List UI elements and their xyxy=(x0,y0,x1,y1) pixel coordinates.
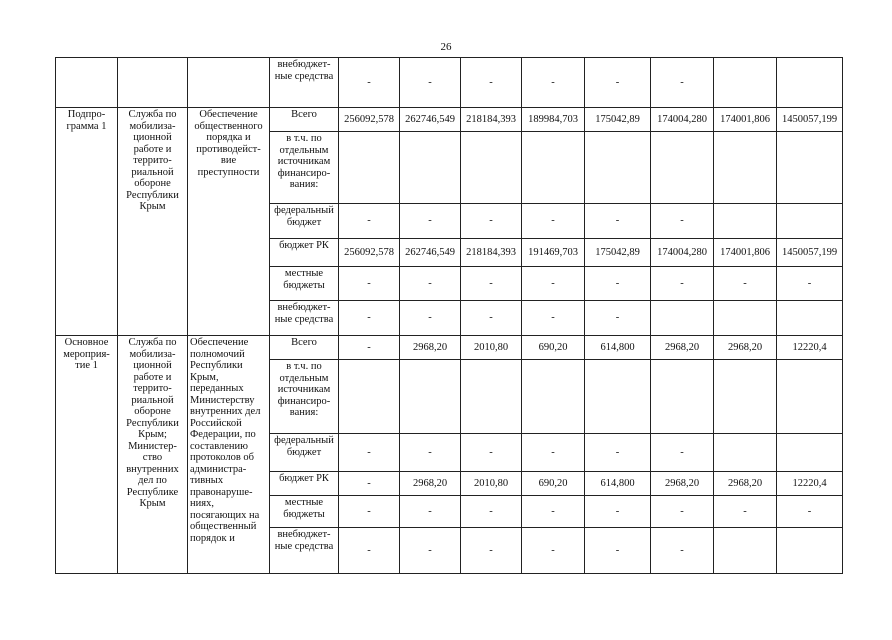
value-cell xyxy=(714,528,777,574)
budget-table xyxy=(55,57,843,574)
value-cell: - xyxy=(777,267,843,301)
value-cell: 2968,20 xyxy=(400,336,461,360)
value-cell xyxy=(585,360,651,434)
value-cell: - xyxy=(400,267,461,301)
source-label: местные бюджеты xyxy=(270,496,339,528)
value-cell xyxy=(522,132,585,204)
value-cell: - xyxy=(400,204,461,239)
source-label: внебюджет- ные средства xyxy=(270,301,339,336)
value-cell: 218184,393 xyxy=(461,239,522,267)
value-cell: - xyxy=(339,528,400,574)
value-cell: - xyxy=(339,336,400,360)
value-cell xyxy=(522,360,585,434)
value-cell: - xyxy=(339,472,400,496)
value-cell xyxy=(777,132,843,204)
value-cell: - xyxy=(339,496,400,528)
source-label: внебюджет- ные средства xyxy=(270,528,339,574)
value-cell xyxy=(400,360,461,434)
value-cell xyxy=(339,132,400,204)
source-label: Всего xyxy=(270,336,339,360)
value-cell xyxy=(777,58,843,108)
value-cell xyxy=(777,528,843,574)
value-cell xyxy=(461,360,522,434)
value-cell: - xyxy=(461,496,522,528)
value-cell: - xyxy=(522,496,585,528)
value-cell: - xyxy=(777,496,843,528)
value-cell: - xyxy=(522,267,585,301)
source-label: бюджет РК xyxy=(270,239,339,267)
value-cell: - xyxy=(339,58,400,108)
value-cell: - xyxy=(400,58,461,108)
value-cell: 2968,20 xyxy=(714,336,777,360)
value-cell: 174004,280 xyxy=(651,239,714,267)
value-cell xyxy=(777,360,843,434)
value-cell: - xyxy=(339,267,400,301)
activity-status: Основное мероприя- тие 1 xyxy=(56,336,118,574)
value-cell: - xyxy=(714,496,777,528)
value-cell: 2968,20 xyxy=(651,336,714,360)
value-cell xyxy=(651,132,714,204)
activity-name: Обеспечение полномочий Республики Крым, переданных Министерству внутренних дел Российской Федерации, по составлению протоколов об администра- тивных правонаруше- ниях, посягающих на общественный порядок и xyxy=(188,336,270,574)
source-label: в т.ч. по отдельным источникам финансиро- вания: xyxy=(270,360,339,434)
status-cell xyxy=(56,58,118,108)
value-cell: - xyxy=(522,434,585,472)
value-cell: 2968,20 xyxy=(651,472,714,496)
value-cell: - xyxy=(585,204,651,239)
activity-executor: Служба по мобилиза- ционной работе и террито- риальной обороне Республики Крым; Министер- ство внутренних дел по Республике Крым xyxy=(118,336,188,574)
value-cell: 218184,393 xyxy=(461,108,522,132)
value-cell xyxy=(714,204,777,239)
value-cell: 191469,703 xyxy=(522,239,585,267)
source-label: федеральный бюджет xyxy=(270,434,339,472)
value-cell: - xyxy=(585,301,651,336)
value-cell: 256092,578 xyxy=(339,239,400,267)
value-cell: 2010,80 xyxy=(461,472,522,496)
value-cell: 12220,4 xyxy=(777,336,843,360)
value-cell: - xyxy=(585,434,651,472)
value-cell: - xyxy=(461,58,522,108)
source-label: внебюджет- ные средства xyxy=(270,58,339,108)
value-cell xyxy=(777,301,843,336)
value-cell: - xyxy=(651,496,714,528)
value-cell: - xyxy=(400,528,461,574)
value-cell: 175042,89 xyxy=(585,108,651,132)
table-row xyxy=(56,108,843,132)
value-cell: - xyxy=(651,204,714,239)
value-cell xyxy=(714,132,777,204)
value-cell: - xyxy=(461,528,522,574)
table-row xyxy=(56,58,843,108)
value-cell: 189984,703 xyxy=(522,108,585,132)
value-cell: 614,800 xyxy=(585,472,651,496)
value-cell: - xyxy=(522,58,585,108)
value-cell: 174001,806 xyxy=(714,108,777,132)
value-cell: - xyxy=(651,434,714,472)
program-name: Обеспечение общественного порядка и противодейст- вие преступности xyxy=(188,108,270,336)
value-cell: - xyxy=(400,496,461,528)
value-cell: - xyxy=(714,267,777,301)
value-cell: - xyxy=(461,301,522,336)
executor-cell xyxy=(118,58,188,108)
value-cell: - xyxy=(585,528,651,574)
value-cell: - xyxy=(522,301,585,336)
value-cell: - xyxy=(651,58,714,108)
value-cell: - xyxy=(585,58,651,108)
value-cell xyxy=(714,360,777,434)
value-cell: 174004,280 xyxy=(651,108,714,132)
value-cell: 2968,20 xyxy=(714,472,777,496)
value-cell: 2010,80 xyxy=(461,336,522,360)
value-cell xyxy=(585,132,651,204)
value-cell: 1450057,199 xyxy=(777,239,843,267)
page-number: 26 xyxy=(440,41,452,53)
value-cell: - xyxy=(461,204,522,239)
source-label: местные бюджеты xyxy=(270,267,339,301)
value-cell: - xyxy=(522,528,585,574)
value-cell: 2968,20 xyxy=(400,472,461,496)
value-cell: 614,800 xyxy=(585,336,651,360)
value-cell: - xyxy=(651,528,714,574)
value-cell: 174001,806 xyxy=(714,239,777,267)
value-cell: 12220,4 xyxy=(777,472,843,496)
value-cell xyxy=(714,301,777,336)
value-cell: 256092,578 xyxy=(339,108,400,132)
value-cell: 1450057,199 xyxy=(777,108,843,132)
value-cell: 690,20 xyxy=(522,336,585,360)
value-cell: - xyxy=(585,267,651,301)
value-cell: 262746,549 xyxy=(400,108,461,132)
value-cell: 262746,549 xyxy=(400,239,461,267)
value-cell xyxy=(461,132,522,204)
value-cell: 690,20 xyxy=(522,472,585,496)
value-cell xyxy=(714,58,777,108)
value-cell xyxy=(777,434,843,472)
value-cell xyxy=(651,360,714,434)
value-cell: - xyxy=(339,434,400,472)
value-cell: - xyxy=(400,301,461,336)
value-cell: - xyxy=(522,204,585,239)
value-cell: - xyxy=(461,434,522,472)
program-executor: Служба по мобилиза- ционной работе и террито- риальной обороне Республики Крым xyxy=(118,108,188,336)
value-cell: 175042,89 xyxy=(585,239,651,267)
source-label: в т.ч. по отдельным источникам финансиро- вания: xyxy=(270,132,339,204)
name-cell xyxy=(188,58,270,108)
value-cell xyxy=(339,360,400,434)
value-cell xyxy=(400,132,461,204)
value-cell: - xyxy=(400,434,461,472)
value-cell xyxy=(651,301,714,336)
source-label: федеральный бюджет xyxy=(270,204,339,239)
source-label: Всего xyxy=(270,108,339,132)
value-cell: - xyxy=(651,267,714,301)
value-cell: - xyxy=(585,496,651,528)
value-cell xyxy=(714,434,777,472)
program-status: Подпро- грамма 1 xyxy=(56,108,118,336)
source-label: бюджет РК xyxy=(270,472,339,496)
table-row xyxy=(56,336,843,360)
value-cell: - xyxy=(339,301,400,336)
value-cell xyxy=(777,204,843,239)
value-cell: - xyxy=(461,267,522,301)
value-cell: - xyxy=(339,204,400,239)
